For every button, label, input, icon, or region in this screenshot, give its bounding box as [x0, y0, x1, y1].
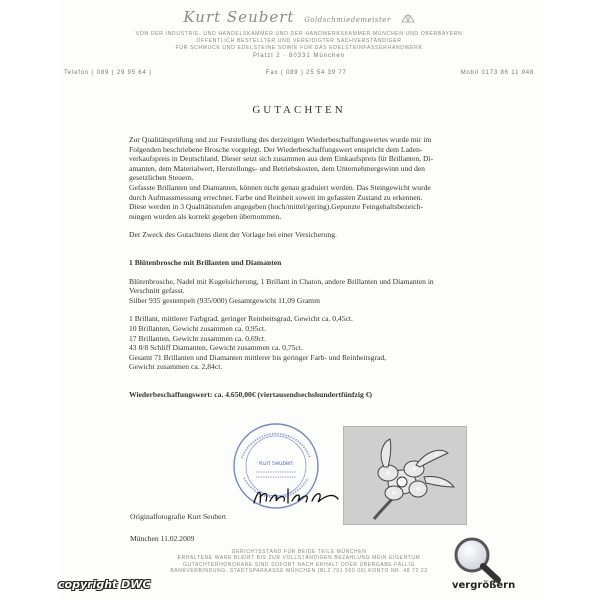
document-body [129, 135, 491, 399]
item-heading: 1 Blütenbrosche mit Brillanten und Diamanten [129, 257, 282, 267]
footer-line: BANKVERBINDUNG: STADTSPARKASSE MÜNCHEN (BLZ 701 500 00) KONTO NR. 48 72 23 [170, 568, 428, 575]
signature [252, 485, 342, 514]
right-margin [538, 0, 600, 600]
place-date: München 11.02.2009 [130, 534, 195, 543]
text-line: Gefasste Brillanten und Diamanten, können nicht genau graduiert werden. Das Steingewicht wurde [129, 182, 431, 192]
letterhead-address: Platzl 2 · 80331 München [252, 53, 346, 59]
text-line: Verschnitt gefasst. [129, 286, 185, 296]
stone-line: Gewicht zusammen ca. 2,84ct. [129, 362, 223, 372]
letterhead [60, 8, 538, 59]
document-title: GUTACHTEN [252, 104, 346, 116]
footer-line: ERHALTENE WARE BLEIBT BIS ZUR VOLLSTÄNDIGEN BEZAHLUNG MEIN EIGENTUM [177, 555, 421, 562]
text-line: durch Aufmassmessung errechnet. Farbe und Reinheit soweit im gefassten Zustand zu erkennen. [129, 192, 423, 202]
footer-line: GERICHTSSTAND FÜR BEIDE TEILE MÜNCHEN [231, 549, 367, 555]
fax-number: Fax ( 089 ) 25 54 39 77 [265, 70, 347, 76]
letterhead-line: VON DER INDUSTRIE- UND HANDELSKAMMER UND DER HANDWERKSKAMMER MÜNCHEN UND OBERBAYERN [135, 31, 463, 37]
stone-list [129, 314, 491, 372]
stone-line: 17 Brillanten, Gewicht zusammen ca. 0,69ct. [129, 333, 266, 343]
text-line: amanten, dem Materialwert, Herstellungs- und Betriebskosten, dem Unternehmergewinn und den [129, 163, 425, 173]
appraisal-document [60, 0, 538, 600]
stone-line: 1 Brillant, mittlerer Farbgrad, geringer Reinheitsgrad, Gewicht ca. 0,45ct. [129, 314, 353, 324]
company-name-line [60, 8, 538, 27]
text-line: nungen wurden als korrekt gegeben übernommen. [129, 211, 282, 221]
company-title: Goldschmiedemeister [304, 16, 391, 24]
text-line: Silber 935 gestempelt (935/000) Gesamtgewicht 11,09 Gramm [129, 295, 321, 305]
letterhead-line: ÖFFENTLICH BESTELLTER UND VEREIDIGTER SACHVERSTÄNDIGER [196, 38, 402, 44]
text-line: Blütenbrosche, Nadel mit Kugelsicherung, 1 Brillant in Chaton, andere Brillanten und Diamanten in [129, 276, 434, 286]
company-name: Kurt Seubert [183, 8, 295, 26]
intro-paragraph [129, 135, 491, 221]
text-line: Diese werden in 3 Qualitätsstufen angegeben (hoch/mittel/gering).Gepunzte Feingehaltsbezeich- [129, 202, 423, 212]
mobile-number: Mobil 0173 86 11 948 [460, 70, 534, 76]
zoom-label[interactable]: vergrößern [452, 580, 516, 591]
text-line: gesetzlichen Steuern. [129, 173, 194, 183]
contact-row [64, 70, 534, 76]
purpose-statement: Der Zweck des Gutachtens dient der Vorlage bei einer Versicherung. [129, 230, 337, 240]
text-line: verkaufspreis in Deutschland. Dieser setzt sich zusammen aus dem Einkaufspreis für Brillanten, Di- [129, 154, 434, 164]
replacement-value: Wiederbeschaffungswert: ca. 4.650,00€ (viertausendsechshundertfünfzig €) [129, 389, 373, 399]
stone-line: Gesamt 71 Brillanten und Diamanten mittlerer bis geringer Farb- und Reinheitsgrad, [129, 352, 387, 362]
stamp-name: Kurt Seubert [259, 461, 293, 467]
item-description [129, 277, 491, 306]
footer-line: GUTACHTERHONORARE SIND SOFORT NACH ERHALT ODER ÜBERGABE FÄLLIG [182, 561, 416, 568]
stone-line: 43 8/8 Schliff Diamanten, Gewicht zusammen ca. 0,75ct. [129, 343, 303, 353]
stone-line: 10 Brillanten, Gewicht zusammen ca. 0,95ct. [129, 323, 266, 333]
left-margin [0, 0, 60, 600]
text-line: Zur Qualitätsprüfung und zur Feststellung des derzeitigen Wiederbeschaffungswertes wurde mir im [129, 135, 432, 144]
text-line: Folgenden beschriebene Brosche vorgelegt. Der Wiederbeschaffungswert entspricht dem Laden- [129, 144, 423, 154]
phone-number: Telefon ( 089 ) 29 95 64 ) [64, 70, 152, 76]
copyright-watermark: copyright DWC [58, 578, 151, 591]
zoom-button[interactable] [440, 535, 536, 597]
photo-caption: Originalfotografie Kurt Seubert [130, 512, 227, 521]
brooch-photo [343, 426, 467, 525]
letterhead-line: FÜR SCHMUCK UND EDELSTEINE SOWIE FÜR DAS EDELSTEINFASSERHANDWERK [175, 45, 423, 51]
shell-logo-icon [401, 9, 415, 27]
